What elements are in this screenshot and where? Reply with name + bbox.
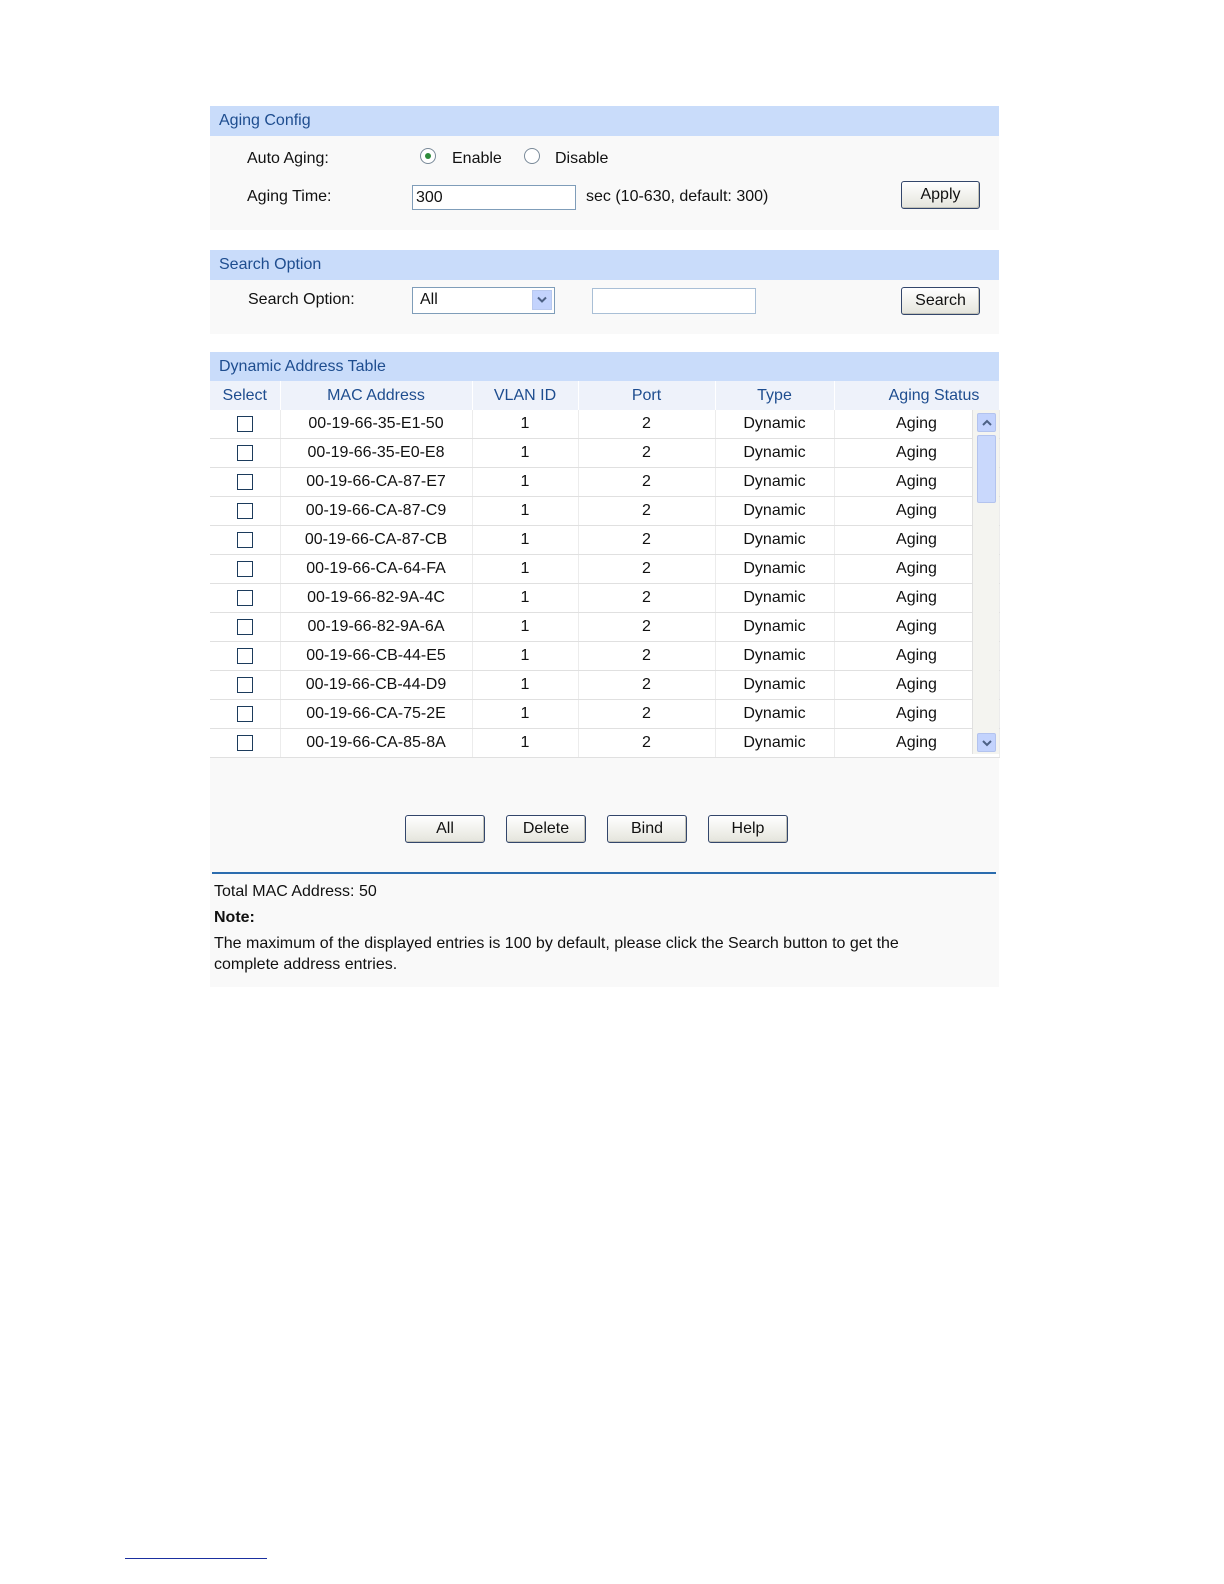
status-cell: Aging [834, 613, 999, 642]
row-select-cell [210, 671, 280, 700]
vlan-cell: 1 [472, 584, 578, 613]
type-cell: Dynamic [715, 555, 834, 584]
search-option-header: Search Option [210, 250, 999, 280]
row-checkbox[interactable] [237, 416, 253, 432]
row-checkbox[interactable] [237, 561, 253, 577]
row-checkbox[interactable] [237, 619, 253, 635]
type-cell: Dynamic [715, 526, 834, 555]
row-checkbox[interactable] [237, 706, 253, 722]
type-cell: Dynamic [715, 642, 834, 671]
note-title: Note: [214, 909, 255, 926]
port-cell: 2 [578, 439, 715, 468]
row-select-cell [210, 700, 280, 729]
footer-divider [212, 872, 996, 874]
mac-cell: 00-19-66-35-E1-50 [280, 410, 472, 439]
vlan-cell: 1 [472, 729, 578, 758]
col-aging-status: Aging Status [834, 381, 999, 410]
row-select-cell [210, 439, 280, 468]
port-cell: 2 [578, 497, 715, 526]
enable-label: Enable [452, 150, 502, 167]
row-select-cell [210, 497, 280, 526]
mac-cell: 00-19-66-CA-85-8A [280, 729, 472, 758]
dynamic-table-header: Dynamic Address Table [210, 352, 999, 382]
mac-cell: 00-19-66-35-E0-E8 [280, 439, 472, 468]
vlan-cell: 1 [472, 700, 578, 729]
table-row [210, 468, 999, 497]
port-cell: 2 [578, 613, 715, 642]
port-cell: 2 [578, 671, 715, 700]
row-select-cell [210, 729, 280, 758]
vlan-cell: 1 [472, 468, 578, 497]
status-cell: Aging [834, 671, 999, 700]
col-port: Port [578, 381, 715, 410]
aging-time-label: Aging Time: [247, 188, 332, 205]
chevron-down-icon[interactable] [532, 290, 552, 310]
status-cell: Aging [834, 729, 999, 758]
table-row [210, 526, 999, 555]
total-mac-count: Total MAC Address: 50 [214, 883, 377, 900]
table-row [210, 410, 999, 439]
table-row [210, 613, 999, 642]
mac-cell: 00-19-66-CA-87-CB [280, 526, 472, 555]
mac-cell: 00-19-66-CB-44-D9 [280, 671, 472, 700]
table-scrollbar[interactable] [972, 410, 999, 754]
port-cell: 2 [578, 700, 715, 729]
table-row [210, 497, 999, 526]
port-cell: 2 [578, 468, 715, 497]
port-cell: 2 [578, 729, 715, 758]
row-select-cell [210, 555, 280, 584]
mac-cell: 00-19-66-CB-44-E5 [280, 642, 472, 671]
table-header-row [210, 381, 999, 410]
row-checkbox[interactable] [237, 590, 253, 606]
mac-cell: 00-19-66-CA-75-2E [280, 700, 472, 729]
row-select-cell [210, 613, 280, 642]
status-cell: Aging [834, 642, 999, 671]
table-row [210, 729, 999, 758]
bind-button[interactable]: Bind [607, 815, 687, 843]
dynamic-address-table [210, 381, 1000, 758]
row-checkbox[interactable] [237, 735, 253, 751]
note-line-2: complete address entries. [214, 956, 398, 973]
type-cell: Dynamic [715, 497, 834, 526]
port-cell: 2 [578, 526, 715, 555]
delete-button[interactable]: Delete [506, 815, 586, 843]
row-checkbox[interactable] [237, 532, 253, 548]
type-cell: Dynamic [715, 468, 834, 497]
status-cell: Aging [834, 526, 999, 555]
port-cell: 2 [578, 410, 715, 439]
help-button[interactable]: Help [708, 815, 788, 843]
mac-cell: 00-19-66-CA-64-FA [280, 555, 472, 584]
status-cell: Aging [834, 555, 999, 584]
row-checkbox[interactable] [237, 503, 253, 519]
type-cell: Dynamic [715, 671, 834, 700]
status-cell: Aging [834, 439, 999, 468]
table-row [210, 642, 999, 671]
table-row [210, 439, 999, 468]
type-cell: Dynamic [715, 439, 834, 468]
row-checkbox[interactable] [237, 474, 253, 490]
status-cell: Aging [834, 497, 999, 526]
col-mac-address: MAC Address [280, 381, 472, 410]
vlan-cell: 1 [472, 555, 578, 584]
search-option-label: Search Option: [248, 291, 355, 308]
aging-config-header: Aging Config [210, 106, 999, 136]
type-cell: Dynamic [715, 613, 834, 642]
note-line-1: The maximum of the displayed entries is 100 by default, please click the Search button to get the [214, 935, 899, 952]
mac-cell: 00-19-66-CA-87-E7 [280, 468, 472, 497]
enable-radio[interactable] [420, 148, 436, 164]
apply-button[interactable]: Apply [901, 181, 980, 209]
col-type: Type [715, 381, 834, 410]
search-text-input[interactable] [592, 288, 756, 314]
select-all-button[interactable]: All [405, 815, 485, 843]
row-select-cell [210, 526, 280, 555]
table-row [210, 584, 999, 613]
col-vlan-id: VLAN ID [472, 381, 578, 410]
search-button[interactable]: Search [901, 287, 980, 315]
row-select-cell [210, 468, 280, 497]
chevron-down-icon[interactable] [977, 733, 996, 752]
row-checkbox[interactable] [237, 648, 253, 664]
vlan-cell: 1 [472, 671, 578, 700]
table-row [210, 555, 999, 584]
vlan-cell: 1 [472, 642, 578, 671]
vlan-cell: 1 [472, 526, 578, 555]
row-select-cell [210, 410, 280, 439]
port-cell: 2 [578, 584, 715, 613]
status-cell: Aging [834, 700, 999, 729]
table-row [210, 700, 999, 729]
status-cell: Aging [834, 584, 999, 613]
mac-cell: 00-19-66-82-9A-6A [280, 613, 472, 642]
scrollbar-thumb[interactable] [977, 435, 996, 503]
disable-label: Disable [555, 150, 609, 167]
type-cell: Dynamic [715, 584, 834, 613]
status-cell: Aging [834, 468, 999, 497]
vlan-cell: 1 [472, 613, 578, 642]
port-cell: 2 [578, 642, 715, 671]
auto-aging-label: Auto Aging: [247, 150, 329, 167]
type-cell: Dynamic [715, 410, 834, 439]
mac-cell: 00-19-66-CA-87-C9 [280, 497, 472, 526]
port-cell: 2 [578, 555, 715, 584]
aging-time-hint: sec (10-630, default: 300) [586, 188, 769, 205]
col-select: Select [210, 381, 280, 410]
search-option-select[interactable] [412, 287, 555, 314]
mac-cell: 00-19-66-82-9A-4C [280, 584, 472, 613]
page-footer-line [125, 1558, 267, 1559]
aging-time-input[interactable] [412, 185, 576, 210]
vlan-cell: 1 [472, 410, 578, 439]
search-option-selected: All [420, 291, 438, 308]
chevron-up-icon[interactable] [977, 413, 996, 432]
vlan-cell: 1 [472, 497, 578, 526]
row-checkbox[interactable] [237, 445, 253, 461]
table-row [210, 671, 999, 700]
row-select-cell [210, 642, 280, 671]
row-select-cell [210, 584, 280, 613]
type-cell: Dynamic [715, 700, 834, 729]
row-checkbox[interactable] [237, 677, 253, 693]
vlan-cell: 1 [472, 439, 578, 468]
disable-radio[interactable] [524, 148, 540, 164]
status-cell: Aging [834, 410, 999, 439]
type-cell: Dynamic [715, 729, 834, 758]
